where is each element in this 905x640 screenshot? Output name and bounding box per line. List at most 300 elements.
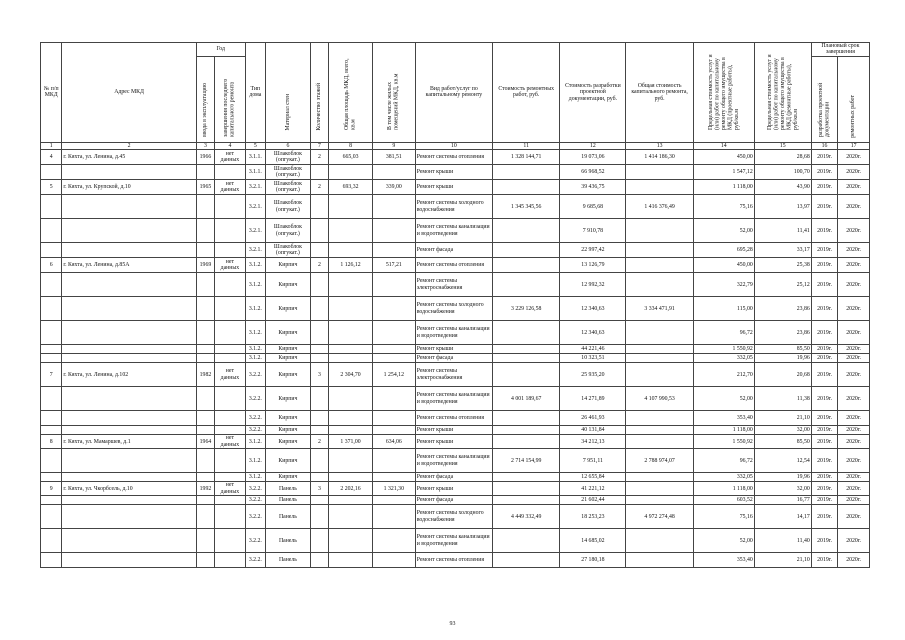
cell-term-repair: 2020г. xyxy=(838,363,870,387)
cell-work-type: Ремонт системы отопления xyxy=(415,258,492,273)
cell-repair-cost xyxy=(493,321,560,345)
cell-term-design: 2019г. xyxy=(811,435,837,449)
cell-term-design: 2019г. xyxy=(811,482,837,496)
cell-term-design: 2019г. xyxy=(811,243,837,258)
cell-total-cost xyxy=(626,219,693,243)
cell-wall-material: Шлакоблок (опгукат.) xyxy=(266,165,311,180)
cell-floors: 2 xyxy=(310,180,328,195)
cell-total-cost xyxy=(626,243,693,258)
cell-work-type: Ремонт крыши xyxy=(415,426,492,435)
cell-row-number xyxy=(41,553,62,568)
cell-wall-material: Кирпич xyxy=(266,297,311,321)
cell-term-repair: 2020г. xyxy=(838,387,870,411)
cell-limit-design: 332,05 xyxy=(693,354,754,363)
cell-residential-area xyxy=(372,165,415,180)
cell-limit-repair: 14,17 xyxy=(754,505,811,529)
cell-term-repair: 2020г. xyxy=(838,258,870,273)
cell-term-design: 2019г. xyxy=(811,297,837,321)
cell-design-cost: 27 180,18 xyxy=(560,553,626,568)
table-body xyxy=(41,150,870,568)
cell-limit-design: 603,52 xyxy=(693,496,754,505)
cell-year-overhaul xyxy=(215,354,246,363)
cell-repair-cost xyxy=(493,411,560,426)
cell-total-cost xyxy=(626,482,693,496)
table-row xyxy=(41,553,870,568)
cell-house-type: 3.2.1. xyxy=(245,195,265,219)
cell-residential-area xyxy=(372,553,415,568)
cell-total-cost xyxy=(626,363,693,387)
cell-house-type: 3.2.2. xyxy=(245,529,265,553)
cell-work-type: Ремонт системы электроснабжения xyxy=(415,363,492,387)
cell-house-type: 3.2.1. xyxy=(245,180,265,195)
cell-limit-repair: 32,00 xyxy=(754,482,811,496)
cell-term-repair: 2020г. xyxy=(838,150,870,165)
cell-year-overhaul xyxy=(215,243,246,258)
column-number-row xyxy=(41,142,870,149)
cell-work-type: Ремонт системы холодного водоснабжения xyxy=(415,195,492,219)
cell-residential-area xyxy=(372,297,415,321)
cell-work-type: Ремонт крыши xyxy=(415,435,492,449)
cell-floors xyxy=(310,387,328,411)
column-number: 1 xyxy=(41,142,62,149)
table-row xyxy=(41,180,870,195)
cell-year-overhaul xyxy=(215,273,246,297)
cell-term-design: 2019г. xyxy=(811,180,837,195)
cell-row-number xyxy=(41,473,62,482)
cell-year-commission xyxy=(196,449,214,473)
cell-row-number xyxy=(41,496,62,505)
cell-year-commission xyxy=(196,473,214,482)
cell-year-commission xyxy=(196,426,214,435)
cell-address xyxy=(62,345,196,354)
cell-house-type: 3.1.2. xyxy=(245,258,265,273)
cell-total-area xyxy=(329,165,373,180)
cell-wall-material: Кирпич xyxy=(266,321,311,345)
header-total-cost: Общая стоимость капитального ремонта, руб. xyxy=(626,43,693,143)
cell-year-overhaul: нет данных xyxy=(215,363,246,387)
header-repair-cost: Стоимость ремонтных работ, руб. xyxy=(493,43,560,143)
cell-term-design: 2019г. xyxy=(811,505,837,529)
cell-term-repair: 2020г. xyxy=(838,243,870,258)
cell-design-cost: 14 271,89 xyxy=(560,387,626,411)
cell-row-number: 4 xyxy=(41,150,62,165)
cell-total-cost: 4 972 274,48 xyxy=(626,505,693,529)
cell-address: г. Кяхта, ул. Ленина, д.85А xyxy=(62,258,196,273)
cell-repair-cost xyxy=(493,482,560,496)
cell-address: г. Кяхта, ул. Мамаршев, д.1 xyxy=(62,435,196,449)
cell-limit-repair: 19,96 xyxy=(754,473,811,482)
cell-work-type: Ремонт крыши xyxy=(415,482,492,496)
cell-work-type: Ремонт системы отопления xyxy=(415,411,492,426)
cell-floors xyxy=(310,297,328,321)
cell-work-type: Ремонт системы холодного водоснабжения xyxy=(415,297,492,321)
cell-year-commission: 1969 xyxy=(196,258,214,273)
cell-address xyxy=(62,473,196,482)
cell-work-type: Ремонт системы холодного водоснабжения xyxy=(415,505,492,529)
table-row xyxy=(41,426,870,435)
cell-year-commission xyxy=(196,219,214,243)
cell-floors: 2 xyxy=(310,150,328,165)
cell-limit-design: 1 547,12 xyxy=(693,165,754,180)
cell-term-design: 2019г. xyxy=(811,426,837,435)
cell-year-commission xyxy=(196,273,214,297)
cell-year-commission xyxy=(196,529,214,553)
cell-design-cost: 9 685,68 xyxy=(560,195,626,219)
cell-residential-area xyxy=(372,505,415,529)
cell-repair-cost xyxy=(493,180,560,195)
cell-limit-design: 75,16 xyxy=(693,505,754,529)
cell-repair-cost xyxy=(493,363,560,387)
cell-total-cost xyxy=(626,426,693,435)
header-year-commission: ввода в эксплуатацию xyxy=(196,56,214,142)
cell-work-type: Ремонт фасада xyxy=(415,496,492,505)
cell-wall-material: Шлакоблок (опгукат.) xyxy=(266,243,311,258)
cell-total-cost: 1 416 376,49 xyxy=(626,195,693,219)
cell-term-design: 2019г. xyxy=(811,529,837,553)
cell-term-repair: 2020г. xyxy=(838,496,870,505)
cell-limit-repair: 23,86 xyxy=(754,321,811,345)
cell-repair-cost xyxy=(493,529,560,553)
table-row xyxy=(41,482,870,496)
cell-design-cost: 14 685,02 xyxy=(560,529,626,553)
cell-term-design: 2019г. xyxy=(811,273,837,297)
header-total-area: Общая площадь МКД, всего, кв.м xyxy=(329,43,373,143)
cell-limit-repair: 12,54 xyxy=(754,449,811,473)
cell-house-type: 3.2.2. xyxy=(245,482,265,496)
cell-total-area xyxy=(329,345,373,354)
cell-year-overhaul xyxy=(215,529,246,553)
cell-work-type: Ремонт системы отопления xyxy=(415,553,492,568)
cell-design-cost: 34 212,13 xyxy=(560,435,626,449)
cell-residential-area: 634,06 xyxy=(372,435,415,449)
cell-limit-design: 75,16 xyxy=(693,195,754,219)
cell-limit-design: 52,00 xyxy=(693,219,754,243)
cell-total-cost xyxy=(626,345,693,354)
cell-address xyxy=(62,219,196,243)
column-number: 4 xyxy=(215,142,246,149)
cell-total-area: 693,32 xyxy=(329,180,373,195)
cell-repair-cost: 2 714 154,99 xyxy=(493,449,560,473)
cell-limit-repair: 16,77 xyxy=(754,496,811,505)
cell-term-design: 2019г. xyxy=(811,496,837,505)
cell-term-design: 2019г. xyxy=(811,411,837,426)
header-wall-material: Материал стен xyxy=(266,43,311,143)
cell-total-area: 2 202,16 xyxy=(329,482,373,496)
cell-work-type: Ремонт фасада xyxy=(415,243,492,258)
cell-total-area xyxy=(329,496,373,505)
cell-residential-area xyxy=(372,219,415,243)
cell-house-type: 3.1.2. xyxy=(245,435,265,449)
cell-repair-cost xyxy=(493,165,560,180)
cell-wall-material: Кирпич xyxy=(266,345,311,354)
cell-residential-area xyxy=(372,195,415,219)
cell-floors xyxy=(310,505,328,529)
cell-residential-area xyxy=(372,273,415,297)
cell-total-area: 1 371,00 xyxy=(329,435,373,449)
cell-design-cost: 40 131,84 xyxy=(560,426,626,435)
cell-limit-design: 1 118,00 xyxy=(693,426,754,435)
cell-year-overhaul: нет данных xyxy=(215,258,246,273)
table-row xyxy=(41,243,870,258)
cell-total-cost: 1 414 186,30 xyxy=(626,150,693,165)
cell-address xyxy=(62,411,196,426)
cell-row-number xyxy=(41,449,62,473)
cell-repair-cost xyxy=(493,473,560,482)
cell-total-area xyxy=(329,354,373,363)
cell-limit-repair: 19,96 xyxy=(754,354,811,363)
cell-limit-design: 52,00 xyxy=(693,387,754,411)
cell-term-design: 2019г. xyxy=(811,258,837,273)
cell-work-type: Ремонт системы отопления xyxy=(415,150,492,165)
table-row xyxy=(41,165,870,180)
cell-limit-repair: 21,10 xyxy=(754,411,811,426)
column-number: 12 xyxy=(560,142,626,149)
cell-floors xyxy=(310,243,328,258)
cell-residential-area xyxy=(372,345,415,354)
cell-floors xyxy=(310,219,328,243)
cell-wall-material: Кирпич xyxy=(266,449,311,473)
cell-row-number xyxy=(41,321,62,345)
cell-total-cost xyxy=(626,496,693,505)
cell-residential-area: 517,21 xyxy=(372,258,415,273)
cell-year-overhaul xyxy=(215,345,246,354)
cell-repair-cost xyxy=(493,354,560,363)
cell-year-commission: 1992 xyxy=(196,482,214,496)
cell-year-overhaul: нет данных xyxy=(215,435,246,449)
cell-term-design: 2019г. xyxy=(811,195,837,219)
cell-term-design: 2019г. xyxy=(811,387,837,411)
cell-total-cost xyxy=(626,180,693,195)
cell-limit-design: 96,72 xyxy=(693,321,754,345)
cell-term-repair: 2020г. xyxy=(838,180,870,195)
column-number: 13 xyxy=(626,142,693,149)
cell-term-design: 2019г. xyxy=(811,321,837,345)
cell-limit-design: 1 550,92 xyxy=(693,345,754,354)
cell-wall-material: Кирпич xyxy=(266,258,311,273)
cell-year-commission xyxy=(196,553,214,568)
header-year-overhaul: завершения последнего капитального ремонта xyxy=(215,56,246,142)
cell-limit-design: 115,00 xyxy=(693,297,754,321)
cell-design-cost: 12 340,63 xyxy=(560,321,626,345)
cell-total-area xyxy=(329,505,373,529)
cell-design-cost: 12 340,63 xyxy=(560,297,626,321)
cell-design-cost: 41 221,12 xyxy=(560,482,626,496)
cell-limit-design: 96,72 xyxy=(693,449,754,473)
cell-year-overhaul: нет данных xyxy=(215,180,246,195)
header-address: Адрес МКД xyxy=(62,43,196,143)
cell-total-cost xyxy=(626,435,693,449)
cell-row-number: 8 xyxy=(41,435,62,449)
cell-limit-repair: 43,90 xyxy=(754,180,811,195)
cell-address xyxy=(62,321,196,345)
cell-total-area xyxy=(329,473,373,482)
cell-term-repair: 2020г. xyxy=(838,273,870,297)
cell-address xyxy=(62,297,196,321)
cell-term-repair: 2020г. xyxy=(838,321,870,345)
cell-year-commission xyxy=(196,505,214,529)
cell-residential-area: 1 254,12 xyxy=(372,363,415,387)
header-n: № п/п МКД xyxy=(41,43,62,143)
cell-total-area: 1 126,12 xyxy=(329,258,373,273)
cell-house-type: 3.2.1. xyxy=(245,243,265,258)
cell-residential-area xyxy=(372,473,415,482)
cell-year-overhaul: нет данных xyxy=(215,150,246,165)
cell-year-overhaul xyxy=(215,297,246,321)
cell-row-number xyxy=(41,505,62,529)
cell-address xyxy=(62,195,196,219)
column-number: 6 xyxy=(266,142,311,149)
cell-year-commission xyxy=(196,165,214,180)
cell-work-type: Ремонт системы канализации и водоотведения xyxy=(415,321,492,345)
cell-work-type: Ремонт фасада xyxy=(415,354,492,363)
header-house-type: Тип дома xyxy=(245,43,265,143)
cell-design-cost: 7 951,11 xyxy=(560,449,626,473)
cell-term-repair: 2020г. xyxy=(838,482,870,496)
cell-wall-material: Панель xyxy=(266,505,311,529)
cell-total-cost: 4 107 990,53 xyxy=(626,387,693,411)
cell-floors: 3 xyxy=(310,482,328,496)
cell-row-number xyxy=(41,219,62,243)
cell-address xyxy=(62,426,196,435)
cell-row-number xyxy=(41,529,62,553)
cell-house-type: 3.1.1. xyxy=(245,165,265,180)
cell-row-number xyxy=(41,345,62,354)
cell-address xyxy=(62,529,196,553)
cell-term-repair: 2020г. xyxy=(838,505,870,529)
cell-design-cost: 66 968,52 xyxy=(560,165,626,180)
cell-work-type: Ремонт фасада xyxy=(415,473,492,482)
cell-floors xyxy=(310,165,328,180)
cell-address xyxy=(62,449,196,473)
cell-house-type: 3.2.2. xyxy=(245,505,265,529)
cell-residential-area xyxy=(372,243,415,258)
cell-address: г. Кяхта, ул. Ленина, д.102 xyxy=(62,363,196,387)
cell-wall-material: Кирпич xyxy=(266,273,311,297)
cell-total-area: 2 304,70 xyxy=(329,363,373,387)
cell-term-repair: 2020г. xyxy=(838,354,870,363)
page-number: 93 xyxy=(449,621,456,627)
cell-limit-design: 353,40 xyxy=(693,411,754,426)
cell-total-cost xyxy=(626,529,693,553)
cell-address xyxy=(62,553,196,568)
cell-address xyxy=(62,505,196,529)
cell-term-repair: 2020г. xyxy=(838,449,870,473)
cell-residential-area: 381,51 xyxy=(372,150,415,165)
cell-total-area xyxy=(329,449,373,473)
cell-design-cost: 12 992,32 xyxy=(560,273,626,297)
cell-total-cost: 2 788 974,07 xyxy=(626,449,693,473)
cell-total-area xyxy=(329,411,373,426)
cell-floors xyxy=(310,449,328,473)
cell-floors: 2 xyxy=(310,258,328,273)
cell-wall-material: Панель xyxy=(266,482,311,496)
cell-residential-area xyxy=(372,411,415,426)
cell-row-number xyxy=(41,243,62,258)
table-row xyxy=(41,449,870,473)
cell-limit-repair: 20,68 xyxy=(754,363,811,387)
cell-work-type: Ремонт системы канализации и водоотведения xyxy=(415,219,492,243)
cell-repair-cost xyxy=(493,426,560,435)
cell-house-type: 3.2.1. xyxy=(245,219,265,243)
table-row xyxy=(41,473,870,482)
cell-total-area xyxy=(329,529,373,553)
overhaul-table xyxy=(40,42,870,568)
table-row xyxy=(41,273,870,297)
cell-work-type: Ремонт крыши xyxy=(415,345,492,354)
cell-limit-repair: 13,97 xyxy=(754,195,811,219)
cell-term-repair: 2020г. xyxy=(838,553,870,568)
cell-design-cost: 19 073,06 xyxy=(560,150,626,165)
cell-year-commission xyxy=(196,195,214,219)
cell-floors xyxy=(310,496,328,505)
cell-term-design: 2019г. xyxy=(811,449,837,473)
cell-limit-repair: 11,38 xyxy=(754,387,811,411)
cell-limit-design: 332,05 xyxy=(693,473,754,482)
header-term-repair: ремонтных работ xyxy=(838,56,870,142)
cell-limit-repair: 21,10 xyxy=(754,553,811,568)
cell-work-type: Ремонт системы канализации и водоотведения xyxy=(415,529,492,553)
table-row xyxy=(41,387,870,411)
cell-wall-material: Кирпич xyxy=(266,473,311,482)
cell-floors xyxy=(310,529,328,553)
cell-year-commission xyxy=(196,387,214,411)
table-row xyxy=(41,321,870,345)
cell-row-number xyxy=(41,426,62,435)
cell-limit-design: 353,40 xyxy=(693,553,754,568)
cell-term-repair: 2020г. xyxy=(838,297,870,321)
cell-work-type: Ремонт крыши xyxy=(415,180,492,195)
cell-floors xyxy=(310,354,328,363)
column-number: 16 xyxy=(811,142,837,149)
cell-work-type: Ремонт системы электроснабжения xyxy=(415,273,492,297)
cell-limit-repair: 33,17 xyxy=(754,243,811,258)
cell-wall-material: Кирпич xyxy=(266,411,311,426)
cell-year-overhaul xyxy=(215,426,246,435)
cell-term-repair: 2020г. xyxy=(838,473,870,482)
cell-wall-material: Кирпич xyxy=(266,354,311,363)
table-row xyxy=(41,258,870,273)
cell-wall-material: Шлакоблок (опгукат.) xyxy=(266,150,311,165)
cell-limit-design: 322,79 xyxy=(693,273,754,297)
cell-wall-material: Панель xyxy=(266,529,311,553)
cell-limit-repair: 85,50 xyxy=(754,435,811,449)
header-residential-area: В том числе жилых помещений МКД, кв.м xyxy=(372,43,415,143)
cell-floors xyxy=(310,553,328,568)
cell-year-overhaul xyxy=(215,553,246,568)
cell-repair-cost: 4 001 189,67 xyxy=(493,387,560,411)
column-number: 17 xyxy=(838,142,870,149)
table-row xyxy=(41,411,870,426)
cell-work-type: Ремонт системы канализации и водоотведения xyxy=(415,449,492,473)
cell-year-commission xyxy=(196,354,214,363)
cell-term-design: 2019г. xyxy=(811,473,837,482)
cell-limit-design: 1 118,00 xyxy=(693,482,754,496)
cell-year-commission xyxy=(196,243,214,258)
cell-year-overhaul: нет данных xyxy=(215,482,246,496)
cell-floors xyxy=(310,345,328,354)
cell-repair-cost: 3 229 126,58 xyxy=(493,297,560,321)
cell-house-type: 3.2.2. xyxy=(245,363,265,387)
cell-house-type: 3.2.2. xyxy=(245,496,265,505)
cell-total-area xyxy=(329,297,373,321)
header-limit-design: Предельная стоимость услуг и (или) работ по капитальному ремонту общего имущества в МКД (проектные работы), руб/кв.м xyxy=(693,43,754,143)
cell-year-commission: 1982 xyxy=(196,363,214,387)
cell-repair-cost: 4 449 332,49 xyxy=(493,505,560,529)
cell-residential-area: 1 321,30 xyxy=(372,482,415,496)
cell-total-area xyxy=(329,387,373,411)
cell-residential-area xyxy=(372,387,415,411)
cell-year-overhaul xyxy=(215,505,246,529)
